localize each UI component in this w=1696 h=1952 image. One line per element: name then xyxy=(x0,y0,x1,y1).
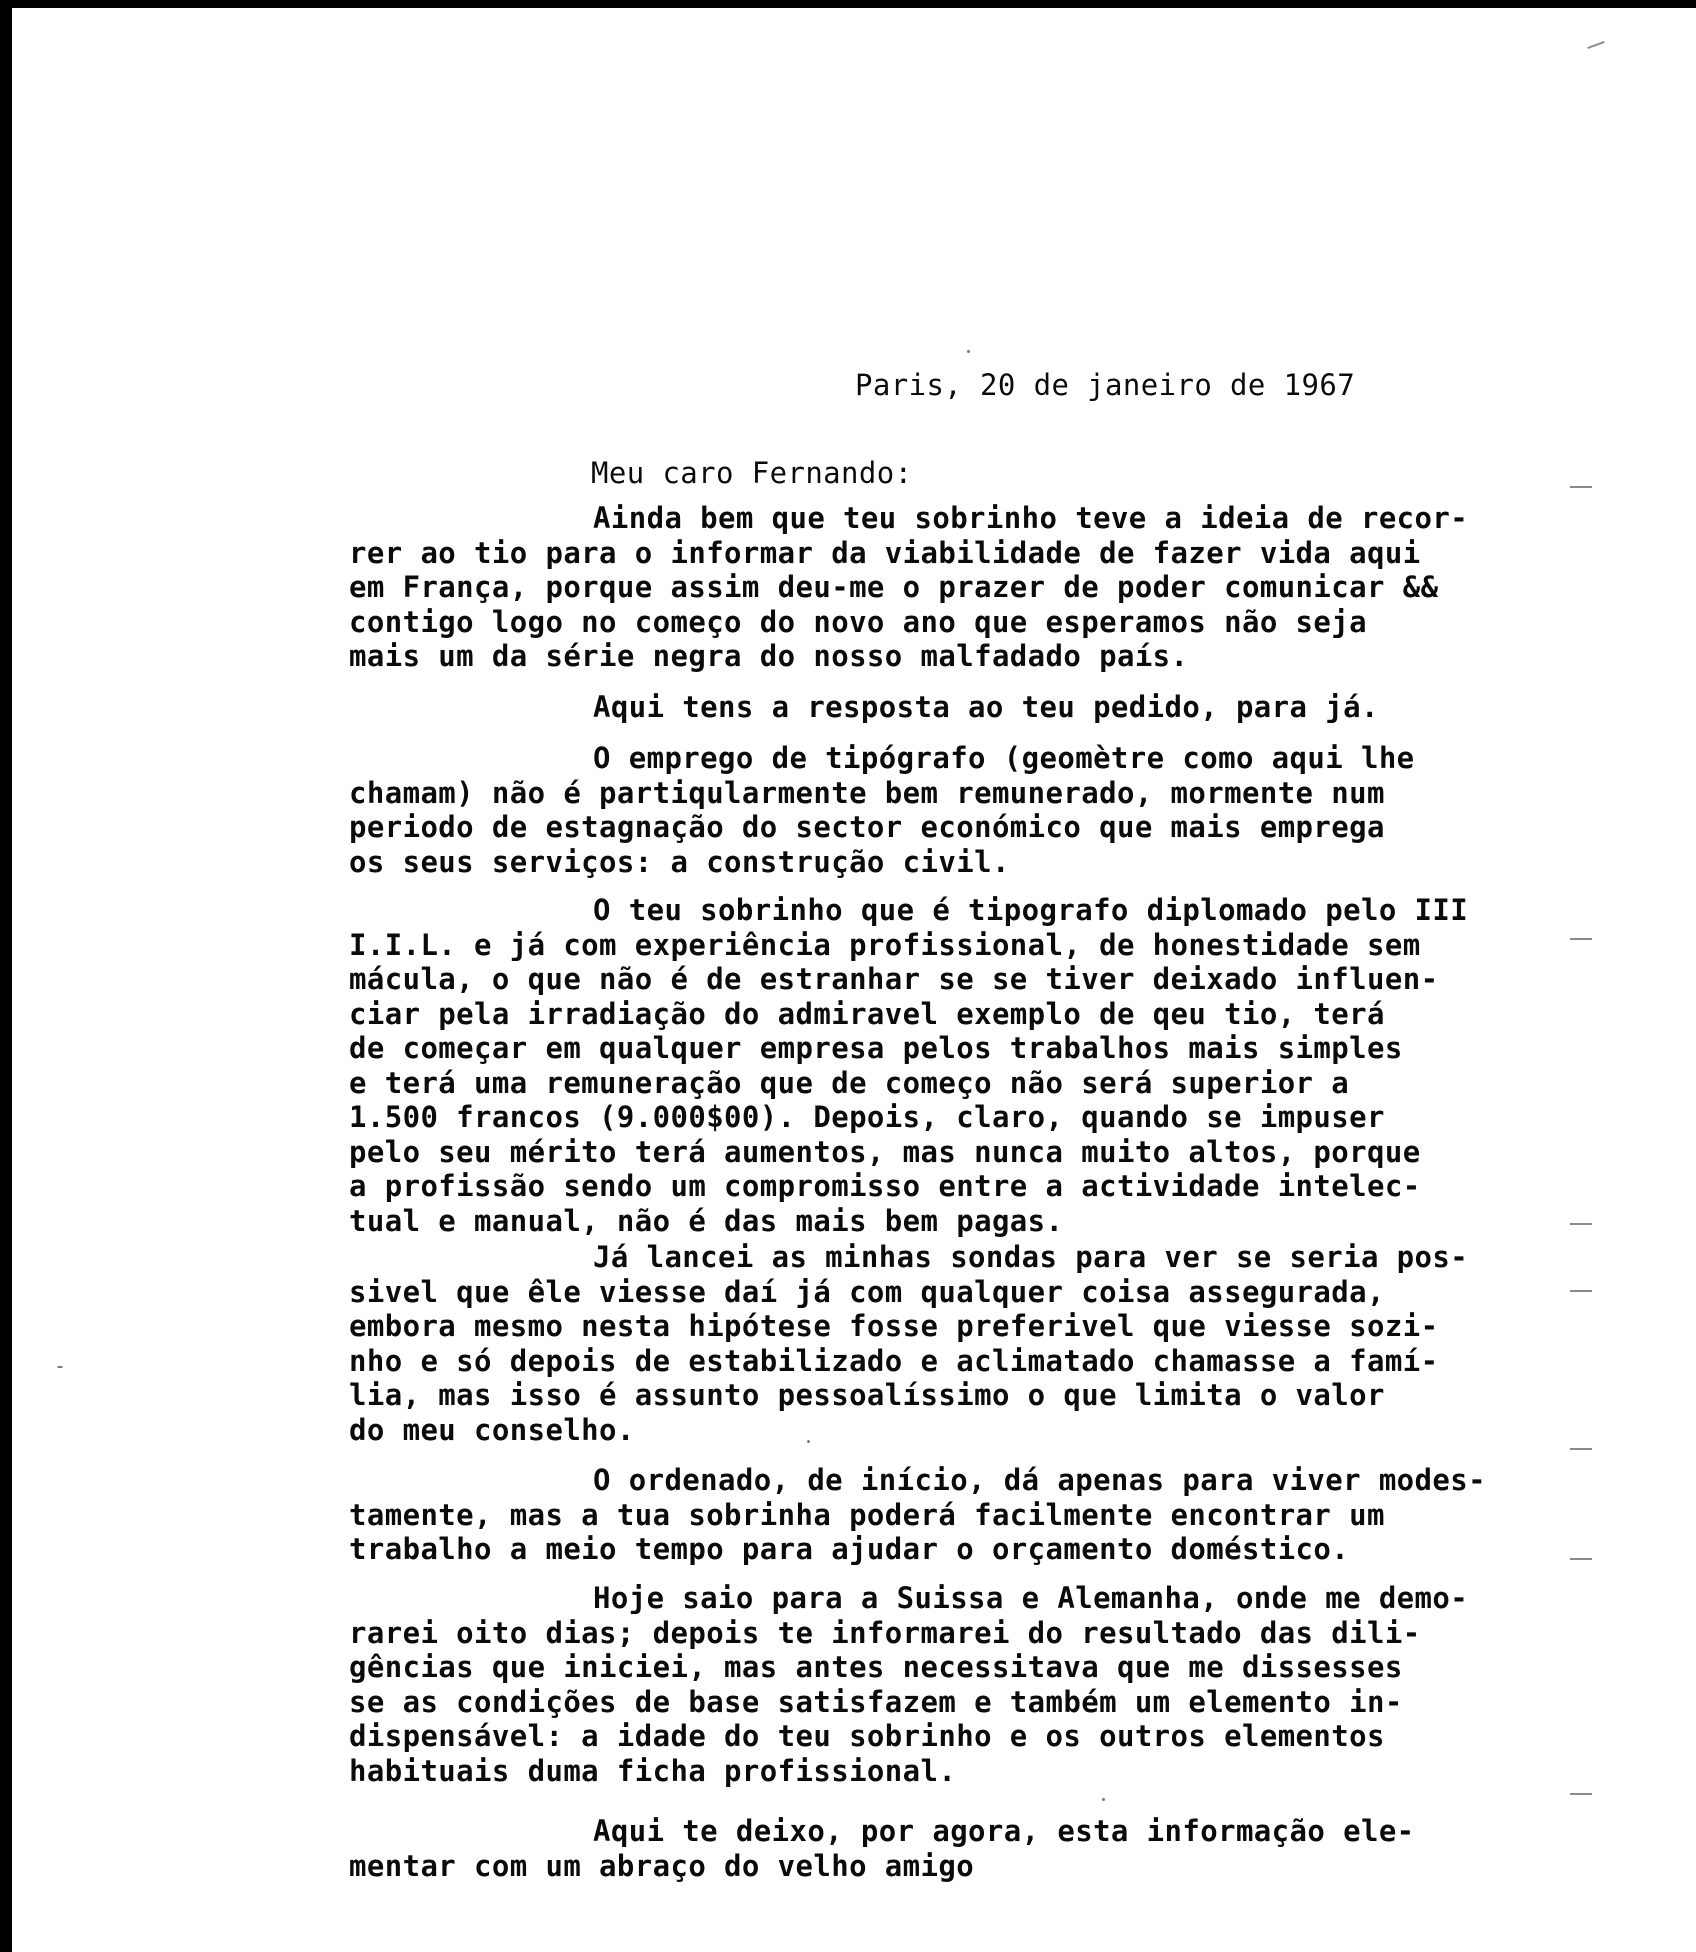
paragraph-line: Já lancei as minhas sondas para ver se seria pos- xyxy=(593,1240,1469,1274)
margin-mark xyxy=(1570,1290,1592,1292)
paragraph-4 xyxy=(349,893,1468,1238)
paragraph-1 xyxy=(349,501,1468,674)
paragraph-line: O ordenado, de início, dá apenas para viver modes- xyxy=(593,1463,1486,1497)
margin-mark xyxy=(1570,1793,1592,1795)
paragraph-line: Ainda bem que teu sobrinho teve a ideia de recor- xyxy=(593,501,1469,535)
paragraph-line: dispensável: a idade do teu sobrinho e os outros elementos xyxy=(349,1719,1385,1753)
paragraph-line: mentar com um abraço do velho amigo xyxy=(349,1848,975,1883)
paper-speck xyxy=(1102,1798,1105,1801)
paragraph-line: chamam) não é partiqularmente bem remunerado, mormente num xyxy=(349,775,1385,810)
paper-speck xyxy=(807,1440,810,1443)
paragraph-line: do meu conselho. xyxy=(349,1412,635,1447)
margin-mark xyxy=(1570,938,1592,940)
paragraph-line: pelo seu mérito terá aumentos, mas nunca muito altos, porque xyxy=(349,1134,1421,1169)
margin-mark xyxy=(1570,1448,1592,1450)
paragraph-line: nho e só depois de estabilizado e aclimatado chamasse a famí- xyxy=(349,1343,1439,1378)
paragraph-8 xyxy=(349,1814,1415,1883)
paragraph-line: sivel que êle viesse daí já com qualquer coisa assegurada, xyxy=(349,1274,1385,1309)
margin-mark xyxy=(1570,1558,1592,1560)
paragraph-line: Aqui te deixo, por agora, esta informação ele- xyxy=(593,1814,1415,1848)
paragraph-line: embora mesmo nesta hipótese fosse preferivel que viesse sozi- xyxy=(349,1309,1439,1343)
paragraph-line: trabalho a meio tempo para ajudar o orçamento doméstico. xyxy=(349,1532,1350,1566)
paragraph-line: gências que iniciei, mas antes necessitava que me dissesses xyxy=(349,1650,1403,1684)
paragraph-3 xyxy=(349,741,1415,879)
margin-mark xyxy=(1570,486,1592,488)
paragraph-line: Hoje saio para a Suissa e Alemanha, onde me demo- xyxy=(593,1581,1469,1615)
paper-speck xyxy=(967,350,970,353)
paragraph-line: e terá uma remuneração que de começo não será superior a xyxy=(349,1065,1350,1100)
paragraph-line: mais um da série negra do nosso malfadado país. xyxy=(349,639,1189,673)
paragraph-line: os seus serviços: a construção civil. xyxy=(349,844,1010,879)
paragraph-line: rarei oito dias; depois te informarei do resultado das dili- xyxy=(349,1615,1421,1650)
paper-speck xyxy=(57,1366,63,1368)
paragraph-line: habituais duma ficha profissional. xyxy=(349,1753,957,1788)
margin-mark xyxy=(1570,1223,1592,1225)
dateline: Paris, 20 de janeiro de 1967 xyxy=(855,368,1356,402)
paragraph-line: O emprego de tipógrafo (geomètre como aqui lhe xyxy=(593,741,1415,775)
margin-mark xyxy=(1587,41,1605,49)
paragraph-line: periodo de estagnação do sector económico que mais emprega xyxy=(349,810,1385,844)
paragraph-line: O teu sobrinho que é tipografo diplomado pelo III xyxy=(593,893,1469,927)
paragraph-line: I.I.L. e já com experiência profissional, de honestidade sem xyxy=(349,927,1421,962)
paragraph-line: Aqui tens a resposta ao teu pedido, para já. xyxy=(593,690,1379,724)
paragraph-line: se as condições de base satisfazem e também um elemento in- xyxy=(349,1684,1403,1719)
paragraph-line: tual e manual, não é das mais bem pagas. xyxy=(349,1203,1064,1238)
paragraph-6 xyxy=(349,1463,1486,1567)
paragraph-line: lia, mas isso é assunto pessoalíssimo o que limita o valor xyxy=(349,1378,1385,1412)
paragraph-line: de começar em qualquer empresa pelos trabalhos mais simples xyxy=(349,1031,1403,1065)
paragraph-7 xyxy=(349,1581,1468,1788)
paragraph-line: 1.500 francos (9.000$00). Depois, claro, quando se impuser xyxy=(349,1100,1385,1134)
salutation: Meu caro Fernando: xyxy=(591,456,913,490)
paragraph-line: rer ao tio para o informar da viabilidade de fazer vida aqui xyxy=(349,535,1421,570)
paragraph-line: a profissão sendo um compromisso entre a actividade intelec- xyxy=(349,1169,1421,1203)
paragraph-2 xyxy=(349,690,1379,725)
paragraph-line: contigo logo no começo do novo ano que esperamos não seja xyxy=(349,604,1367,639)
paragraph-line: em França, porque assim deu-me o prazer de poder comunicar && xyxy=(349,570,1439,604)
paragraph-5 xyxy=(349,1240,1468,1447)
paragraph-line: mácula, o que não é de estranhar se se tiver deixado influen- xyxy=(349,962,1439,996)
paragraph-line: ciar pela irradiação do admiravel exemplo de qeu tio, terá xyxy=(349,996,1385,1031)
paragraph-line: tamente, mas a tua sobrinha poderá facilmente encontrar um xyxy=(349,1497,1385,1532)
